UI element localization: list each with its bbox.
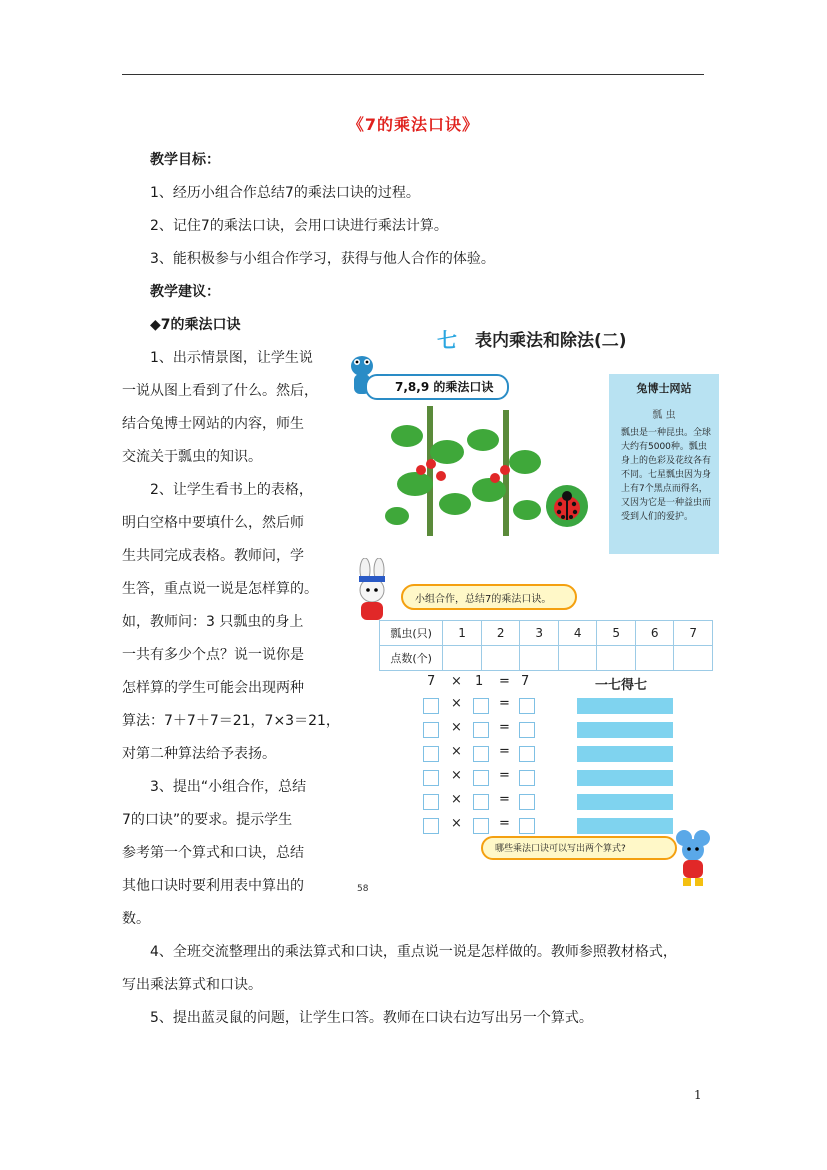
equals-sign: =: [499, 744, 510, 759]
website-panel: [609, 374, 719, 554]
page-title: 《7的乘法口诀》: [347, 115, 480, 134]
table-cell: 2: [481, 621, 520, 646]
blank-box: [423, 698, 439, 714]
body-line: 1、出示情景图，让学生说: [150, 350, 313, 366]
rabbit-icon: [349, 558, 399, 622]
table-cell: 6: [635, 621, 674, 646]
table-cell: [597, 646, 636, 671]
website-title: 兔博士网站: [636, 382, 692, 395]
koujue-blank: [577, 818, 673, 834]
table-cell: 瓢虫(只): [380, 621, 443, 646]
blank-box: [519, 746, 535, 762]
table-cell: [520, 646, 559, 671]
body-line: 一共有多少个点？说一说你是: [122, 647, 304, 663]
body-line: 一说从图上看到了什么。然后，: [122, 383, 318, 399]
advice-heading: 教学建议：: [150, 284, 220, 300]
body-line: 7的口诀”的要求。提示学生: [122, 812, 293, 828]
blank-box: [423, 794, 439, 810]
vine-icon: [385, 406, 545, 536]
body-line: 如，教师问：3 只瓢虫的身上: [122, 614, 304, 630]
equals-sign: =: [499, 696, 510, 711]
blank-box: [519, 722, 535, 738]
table-cell: [674, 646, 713, 671]
times-sign: ×: [451, 696, 462, 711]
ladybug-icon: [545, 484, 589, 528]
section-heading: ◆7的乘法口诀: [150, 317, 241, 333]
bubble-top-text: 小组合作，总结7的乘法口诀。: [415, 594, 552, 605]
blank-box: [473, 770, 489, 786]
header-rule: [122, 74, 704, 75]
table-row: [380, 646, 713, 671]
blank-box: [473, 746, 489, 762]
lesson-tag-label: 7,8,9 的乘法口诀: [395, 380, 494, 394]
times-sign: ×: [451, 792, 462, 807]
koujue-blank: [577, 794, 673, 810]
blank-box: [473, 794, 489, 810]
blank-box: [423, 722, 439, 738]
eq-b: 1: [475, 674, 484, 689]
equals-sign: =: [499, 816, 510, 831]
unit-header: [345, 318, 713, 356]
table-row: [380, 621, 713, 646]
speech-bubble-top: [401, 584, 577, 610]
koujue-text: 一七得七: [595, 678, 648, 693]
blank-box: [519, 770, 535, 786]
body-line: 生共同完成表格。教师问，学: [122, 548, 304, 564]
body-line: 4、全班交流整理出的乘法算式和口诀，重点说一说是怎样做的。教师参照教材格式，: [150, 944, 677, 960]
blank-box: [473, 698, 489, 714]
times-sign: ×: [451, 768, 462, 783]
goal-3: 3、能积极参与小组合作学习，获得与他人合作的体验。: [150, 251, 495, 267]
unit-title: 表内乘法和除法(二): [475, 331, 627, 351]
textbook-page-number: 58: [357, 884, 369, 894]
blank-box: [473, 818, 489, 834]
body-line: 数。: [122, 911, 150, 927]
equals-sign: =: [499, 792, 510, 807]
body-line: 参考第一个算式和口诀，总结: [122, 845, 304, 861]
eq-op: ×: [451, 674, 462, 689]
times-sign: ×: [451, 744, 462, 759]
eq-a: 7: [427, 674, 436, 689]
times-sign: ×: [451, 816, 462, 831]
blank-box: [473, 722, 489, 738]
table-cell: 7: [674, 621, 713, 646]
table-cell: 1: [443, 621, 482, 646]
table-cell: 4: [558, 621, 597, 646]
body-line: 5、提出蓝灵鼠的问题，让学生口答。教师在口诀右边写出另一个算式。: [150, 1010, 593, 1026]
body-line: 生答，重点说一说是怎样算的。: [122, 581, 318, 597]
body-line: 其他口诀时要利用表中算出的: [122, 878, 304, 894]
count-table: [379, 620, 713, 671]
goals-heading: 教学目标：: [150, 152, 220, 168]
equals-sign: =: [499, 768, 510, 783]
koujue-blank: [577, 746, 673, 762]
website-subtitle: 瓢 虫: [652, 410, 676, 421]
equals-sign: =: [499, 720, 510, 735]
body-line: 写出乘法算式和口诀。: [122, 977, 262, 993]
table-cell: 点数(个): [380, 646, 443, 671]
body-line: 对第二种算法给予表扬。: [122, 746, 276, 762]
body-line: 3、提出“小组合作，总结: [150, 779, 307, 795]
times-sign: ×: [451, 720, 462, 735]
body-line: 2、让学生看书上的表格，: [150, 482, 313, 498]
blank-box: [423, 746, 439, 762]
koujue-blank: [577, 698, 673, 714]
table-cell: [635, 646, 674, 671]
blank-box: [423, 818, 439, 834]
unit-number: 七: [437, 328, 457, 352]
website-body: 瓢虫是一种昆虫。全球大约有5000种。瓢虫身上的色彩及花纹各有不同。七星瓢虫因为身上有7个黑点而得名，又因为它是一种益虫而受到人们的爱护。: [621, 428, 712, 522]
mouse-icon: [675, 828, 711, 890]
goal-2: 2、记住7的乘法口诀，会用口诀进行乘法计算。: [150, 218, 448, 234]
eq-equals: =: [499, 674, 510, 689]
page-number: 1: [694, 1088, 702, 1102]
table-cell: 5: [597, 621, 636, 646]
eq-result: 7: [521, 674, 530, 689]
blank-box: [519, 698, 535, 714]
table-cell: [481, 646, 520, 671]
goal-1: 1、经历小组合作总结7的乘法口诀的过程。: [150, 185, 420, 201]
body-line: 怎样算的学生可能会出现两种: [122, 680, 304, 696]
body-line: 算法：7＋7＋7＝21，7×3＝21，: [122, 713, 340, 729]
blank-box: [519, 818, 535, 834]
textbook-figure: [345, 318, 713, 896]
table-cell: 3: [520, 621, 559, 646]
table-cell: [443, 646, 482, 671]
body-line: 明白空格中要填什么，然后师: [122, 515, 304, 531]
blank-box: [519, 794, 535, 810]
body-line: 结合兔博士网站的内容，师生: [122, 416, 304, 432]
speech-bubble-bottom: [481, 836, 677, 860]
koujue-blank: [577, 722, 673, 738]
blank-box: [423, 770, 439, 786]
body-line: 交流关于瓢虫的知识。: [122, 449, 262, 465]
koujue-blank: [577, 770, 673, 786]
lesson-tag: [365, 374, 509, 400]
bubble-bottom-text: 哪些乘法口诀可以写出两个算式?: [495, 844, 626, 854]
table-cell: [558, 646, 597, 671]
